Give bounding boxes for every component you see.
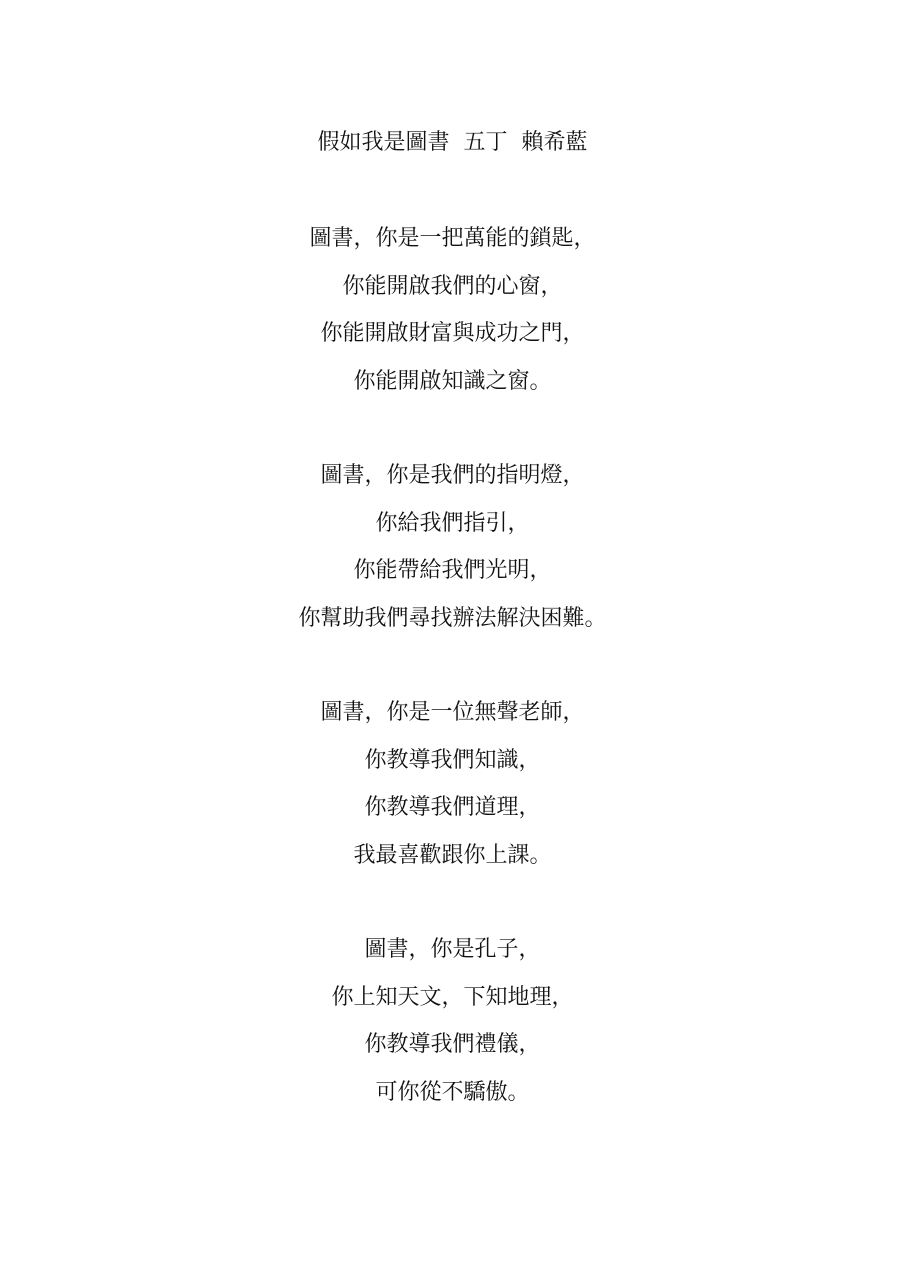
poem-line: 圖書，你是一位無聲老師， (320, 700, 585, 725)
poem-line: 我最喜歡跟你上課。 (353, 842, 552, 868)
poem-line: 可你從不驕傲。 (375, 1079, 530, 1105)
poem-title: 假如我是圖書 五丁 賴希藍 (317, 130, 588, 155)
poem-line: 你能開啟知識之窗。 (353, 368, 552, 394)
poem-line: 你教導我們道理， (364, 795, 541, 820)
poem-line: 你能開啟財富與成功之門， (320, 321, 585, 346)
poem-line: 你教導我們知識， (364, 747, 541, 773)
poem-line: 你教導我們禮儀， (364, 1032, 541, 1057)
poem-line: 你能開啟我們的心窗， (342, 273, 563, 299)
poem-line: 你能帶給我們光明， (353, 558, 552, 583)
poem-line: 你給我們指引， (375, 510, 530, 536)
stanza-2 (0, 452, 905, 642)
stanza-1 (0, 215, 905, 405)
stanza-3 (0, 689, 905, 879)
poem-line: 圖書，你是一把萬能的鎖匙， (309, 226, 596, 251)
poem-line: 你幫助我們尋找辦法解決困難。 (298, 605, 607, 631)
stanza-4 (0, 926, 905, 1116)
poem-line: 圖書，你是我們的指明燈， (320, 463, 585, 488)
poem-line: 圖書，你是孔子， (364, 937, 541, 962)
poem-line: 你上知天文，下知地理， (331, 984, 574, 1010)
